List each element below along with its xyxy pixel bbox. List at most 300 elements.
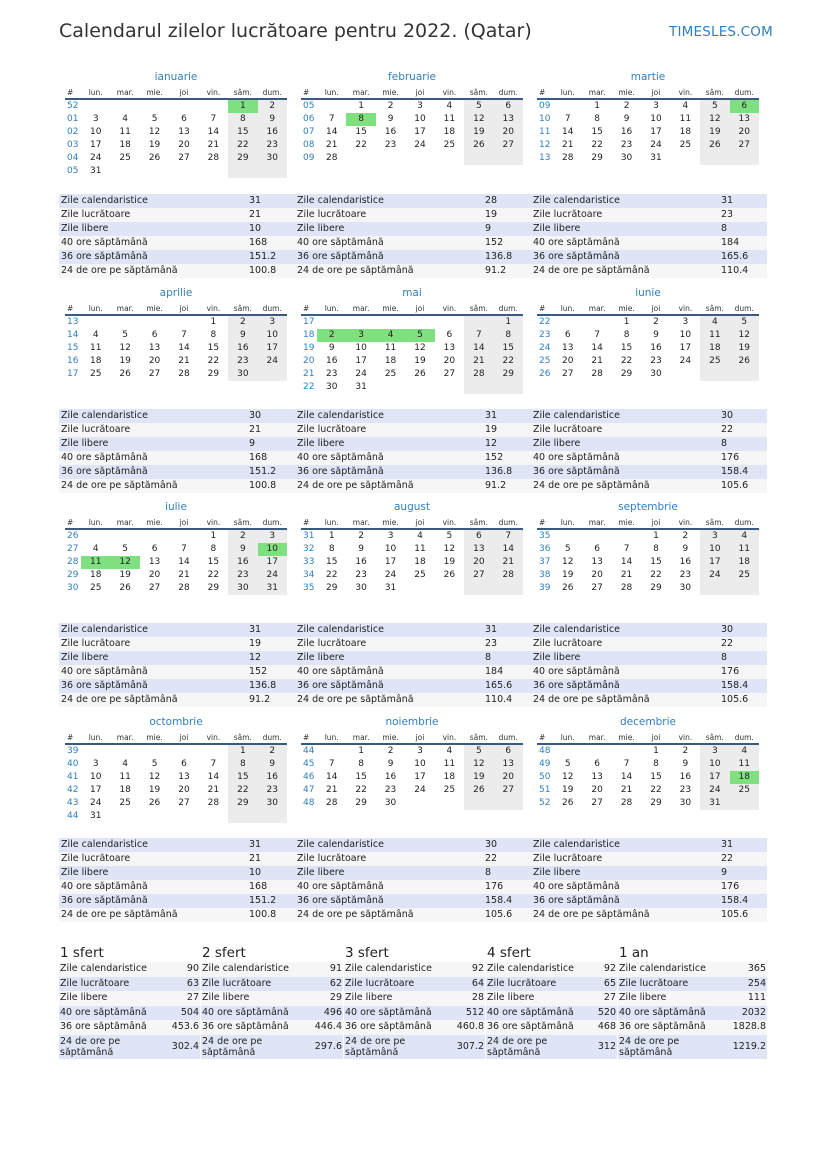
- stats-row: [295, 250, 531, 264]
- summary-value: 92: [471, 963, 484, 974]
- day-cell: [494, 797, 523, 810]
- day-cell: 25: [384, 369, 397, 379]
- stats-row: [295, 679, 531, 693]
- stats-row: [531, 679, 767, 693]
- stat-value: 8: [485, 867, 492, 878]
- week-row: [65, 810, 287, 823]
- day-cell: 3: [92, 759, 99, 769]
- stat-value: 10: [249, 223, 262, 234]
- day-cell: 4: [446, 101, 453, 111]
- day-cell: 11: [384, 343, 397, 353]
- month-name: ianuarie: [154, 71, 198, 83]
- stats-row: [59, 679, 295, 693]
- day-cell: 1: [228, 745, 257, 758]
- weekday-label: sâm.: [233, 733, 252, 742]
- week-number: 06: [303, 114, 315, 124]
- day-cell: 9: [387, 114, 394, 124]
- weekday-header: [301, 732, 523, 745]
- day-cell: 5: [405, 329, 434, 342]
- day-cell: 1: [358, 746, 364, 756]
- stat-label: 24 de ore pe săptămână: [61, 909, 178, 920]
- day-cell: [140, 165, 169, 178]
- day-cell: [582, 316, 611, 329]
- day-cell: 24: [258, 569, 287, 582]
- stat-value: 19: [485, 424, 498, 435]
- stat-value: 136.8: [249, 680, 277, 691]
- week-row: [537, 745, 759, 758]
- day-cell: 12: [414, 343, 426, 353]
- day-cell: 15: [650, 557, 662, 567]
- stats-row: [295, 222, 531, 236]
- stat-value: 91.2: [249, 694, 271, 705]
- day-cell: 30: [258, 797, 287, 810]
- day-cell: 26: [464, 784, 493, 797]
- day-cell: 22: [228, 139, 257, 152]
- stats-row: [531, 880, 767, 894]
- stat-label: Zile calendaristice: [61, 839, 148, 850]
- day-cell: 14: [207, 772, 220, 782]
- stat-value: 31: [249, 839, 262, 850]
- day-cell: 16: [258, 126, 287, 139]
- day-cell: 23: [679, 785, 692, 795]
- day-cell: [553, 530, 582, 543]
- week-number: 43: [67, 798, 79, 808]
- day-cell: 26: [119, 369, 131, 379]
- day-cell: [228, 810, 257, 823]
- day-cell: 3: [682, 317, 689, 327]
- weekday-label: joi: [415, 304, 425, 313]
- month-name: august: [394, 501, 430, 513]
- summary-value: 1219.2: [732, 1040, 766, 1052]
- week-row: [301, 556, 523, 569]
- week-row: [65, 784, 287, 797]
- day-cell: 7: [464, 329, 493, 342]
- summary-row: [486, 1020, 617, 1035]
- day-cell: 22: [325, 570, 338, 580]
- day-cell: 26: [119, 583, 131, 593]
- brand-link[interactable]: TIMESLES.COM: [669, 24, 773, 40]
- day-cell: 2: [358, 531, 364, 541]
- day-cell: 17: [89, 785, 102, 795]
- stat-label: Zile lucrătoare: [297, 209, 367, 220]
- weekday-label: #: [303, 88, 310, 97]
- stat-label: Zile libere: [61, 223, 109, 234]
- day-cell: 3: [417, 101, 423, 111]
- week-row: [301, 100, 523, 113]
- day-cell: 23: [355, 570, 367, 580]
- stat-label: Zile calendaristice: [533, 839, 620, 850]
- day-cell: 31: [700, 797, 729, 810]
- day-cell: 4: [730, 530, 759, 543]
- day-cell: 20: [148, 570, 161, 580]
- day-cell: [169, 810, 198, 823]
- stats-row: [59, 623, 295, 637]
- summary-value: 520: [597, 1006, 616, 1018]
- summary-title: 3 sfert: [345, 945, 389, 961]
- day-cell: 6: [730, 100, 759, 113]
- stat-label: Zile libere: [297, 223, 345, 234]
- weekday-label: mie.: [146, 304, 163, 313]
- day-cell: 12: [730, 329, 759, 342]
- day-cell: [110, 745, 139, 758]
- stat-value: 152: [485, 452, 504, 463]
- week-number: 46: [303, 772, 315, 782]
- day-cell: [671, 368, 700, 381]
- weekday-label: lun.: [88, 518, 103, 527]
- day-cell: 24: [414, 785, 426, 795]
- summary-value: 302.4: [171, 1040, 199, 1052]
- weekday-label: dum.: [734, 518, 754, 527]
- summary-row: [201, 991, 343, 1006]
- day-cell: 6: [464, 530, 493, 543]
- day-cell: 3: [417, 746, 423, 756]
- day-cell: 28: [325, 153, 338, 163]
- day-cell: 10: [700, 758, 729, 771]
- stat-label: 24 de ore pe săptămână: [297, 909, 414, 920]
- week-row: [65, 569, 287, 582]
- stat-label: 36 ore săptămână: [61, 895, 148, 906]
- stat-label: 24 de ore pe săptămână: [533, 694, 650, 705]
- day-cell: 13: [148, 557, 161, 567]
- week-number: 15: [67, 343, 79, 353]
- weekday-label: dum.: [262, 304, 282, 313]
- summary-row: [618, 1006, 767, 1021]
- day-cell: 2: [682, 746, 689, 756]
- day-cell: [81, 745, 110, 758]
- stats-row: [59, 880, 295, 894]
- day-cell: 28: [620, 583, 633, 593]
- day-cell: 12: [148, 127, 161, 137]
- stats-row: [295, 208, 531, 222]
- day-cell: 7: [328, 759, 335, 769]
- stat-value: 110.4: [485, 694, 513, 705]
- day-cell: [169, 530, 198, 543]
- day-cell: 16: [679, 557, 692, 567]
- day-cell: 8: [346, 113, 375, 126]
- stat-value: 12: [485, 438, 498, 449]
- stat-label: 36 ore săptămână: [297, 895, 384, 906]
- day-cell: 7: [181, 330, 187, 340]
- stats-row: [531, 236, 767, 250]
- stats-row: [531, 838, 767, 852]
- day-cell: 24: [355, 369, 367, 379]
- month-name: iulie: [165, 501, 187, 513]
- week-number: 51: [539, 785, 551, 795]
- stats-row: [59, 479, 295, 493]
- weekday-label: mar.: [588, 733, 606, 742]
- stat-value: 10: [249, 867, 262, 878]
- day-cell: 21: [494, 556, 523, 569]
- summary-label: Zile lucrătoare: [202, 977, 272, 989]
- weekday-label: vin.: [206, 88, 221, 97]
- day-cell: [110, 316, 139, 329]
- stat-value: 91.2: [485, 480, 507, 491]
- day-cell: [730, 368, 759, 381]
- week-row: [65, 342, 287, 355]
- summary-1-sfert: [59, 944, 200, 1059]
- day-cell: [199, 165, 228, 178]
- weekday-label: dum.: [498, 304, 518, 313]
- day-cell: 5: [464, 100, 493, 113]
- day-cell: 29: [355, 798, 367, 808]
- day-cell: 21: [620, 570, 633, 580]
- stat-value: 22: [485, 853, 498, 864]
- stats-row: [531, 250, 767, 264]
- summary-row: [618, 991, 767, 1006]
- stat-value: 158.4: [721, 895, 749, 906]
- week-row: [537, 758, 759, 771]
- day-cell: 14: [591, 343, 603, 353]
- stat-label: Zile calendaristice: [61, 195, 148, 206]
- stats-row: [531, 852, 767, 866]
- stat-label: Zile libere: [61, 438, 109, 449]
- week-number: 16: [67, 356, 79, 366]
- day-cell: 25: [730, 569, 759, 582]
- weekday-label: mar.: [588, 518, 606, 527]
- stat-value: 168: [249, 881, 268, 892]
- day-cell: 13: [494, 113, 523, 126]
- day-cell: 13: [730, 113, 759, 126]
- day-cell: 20: [591, 785, 603, 795]
- day-cell: 5: [564, 544, 571, 554]
- day-cell: [405, 316, 434, 329]
- stat-value: 105.6: [485, 909, 513, 920]
- month-stats-iulie: [59, 623, 295, 707]
- stat-label: 40 ore săptămână: [533, 666, 620, 677]
- day-cell: [199, 810, 228, 823]
- day-cell: 12: [561, 772, 574, 782]
- day-cell: 25: [119, 798, 131, 808]
- weekday-label: joi: [651, 733, 661, 742]
- stats-row: [59, 451, 295, 465]
- week-row: [65, 368, 287, 381]
- stat-label: 24 de ore pe săptămână: [533, 265, 650, 276]
- week-row: [537, 784, 759, 797]
- week-row: [301, 329, 523, 342]
- day-cell: 19: [700, 126, 729, 139]
- summary-value: 307.2: [456, 1040, 484, 1052]
- week-number: 45: [303, 759, 315, 769]
- day-cell: 30: [228, 368, 257, 381]
- day-cell: 3: [700, 530, 729, 543]
- weekday-label: mie.: [146, 733, 163, 742]
- week-row: [537, 569, 759, 582]
- day-cell: 26: [414, 369, 426, 379]
- week-number: 35: [539, 531, 551, 541]
- day-cell: [494, 152, 523, 165]
- summary-label: 24 de ore pe săptămână: [60, 1035, 121, 1058]
- day-cell: 13: [443, 343, 456, 353]
- stat-value: 8: [721, 438, 728, 449]
- weekday-label: lun.: [88, 733, 103, 742]
- day-cell: 12: [119, 343, 131, 353]
- day-cell: 27: [148, 583, 161, 593]
- day-cell: 23: [258, 139, 287, 152]
- week-number: 20: [303, 356, 315, 366]
- stat-label: 40 ore săptămână: [61, 666, 148, 677]
- day-cell: 4: [122, 114, 128, 124]
- stats-row: [531, 208, 767, 222]
- day-cell: [169, 316, 198, 329]
- summary-row: [344, 962, 485, 977]
- weekday-label: mie.: [618, 518, 635, 527]
- stats-row: [531, 908, 767, 922]
- week-number: 34: [303, 570, 315, 580]
- weekday-label: mie.: [618, 733, 635, 742]
- day-cell: 13: [561, 343, 574, 353]
- day-cell: 27: [443, 369, 456, 379]
- summary-value: 365: [747, 963, 766, 974]
- weekday-label: lun.: [324, 304, 339, 313]
- month-name: mai: [402, 287, 422, 299]
- stats-row: [295, 838, 531, 852]
- stat-label: Zile libere: [533, 652, 581, 663]
- day-cell: 27: [494, 139, 523, 152]
- summary-rows: [618, 962, 767, 1059]
- weekday-label: mie.: [382, 518, 399, 527]
- day-cell: 2: [682, 531, 689, 541]
- day-cell: 23: [384, 785, 397, 795]
- weekday-label: vin.: [678, 733, 693, 742]
- weekday-label: lun.: [88, 88, 103, 97]
- day-cell: [346, 152, 375, 165]
- day-cell: 19: [730, 342, 759, 355]
- day-cell: 3: [700, 745, 729, 758]
- week-number: 09: [303, 153, 315, 163]
- summary-rows: [486, 962, 617, 1059]
- stats-row: [531, 693, 767, 707]
- month-februarie: [301, 70, 523, 165]
- day-cell: 16: [355, 557, 367, 567]
- stat-label: 40 ore săptămână: [297, 237, 384, 248]
- weekday-label: sâm.: [705, 88, 724, 97]
- day-cell: 10: [679, 330, 692, 340]
- weekday-header: [301, 87, 523, 100]
- summary-value: 65: [603, 977, 616, 989]
- stat-value: 19: [249, 638, 262, 649]
- day-cell: 18: [384, 356, 397, 366]
- weekday-label: vin.: [442, 733, 457, 742]
- stat-value: 8: [485, 652, 492, 663]
- day-cell: [553, 100, 582, 113]
- day-cell: [494, 582, 523, 595]
- summary-label: Zile lucrătoare: [60, 977, 130, 989]
- week-number: 13: [67, 317, 79, 327]
- day-cell: 6: [564, 330, 571, 340]
- day-cell: 11: [443, 114, 456, 124]
- summary-label: 36 ore săptămână: [202, 1021, 289, 1032]
- day-cell: 27: [494, 784, 523, 797]
- day-cell: 7: [210, 114, 217, 124]
- day-cell: 9: [387, 759, 394, 769]
- day-cell: [258, 368, 287, 381]
- stat-label: Zile calendaristice: [61, 410, 148, 421]
- day-cell: 13: [494, 758, 523, 771]
- stats-row: [59, 208, 295, 222]
- stats-row: [59, 222, 295, 236]
- weekday-label: vin.: [206, 518, 221, 527]
- week-number: 18: [303, 330, 315, 340]
- stat-value: 136.8: [485, 251, 513, 262]
- week-number: 09: [539, 101, 551, 111]
- stats-row: [531, 409, 767, 423]
- month-stats-ianuarie: [59, 194, 295, 278]
- day-cell: 15: [207, 343, 220, 353]
- summary-row: [486, 1035, 617, 1059]
- day-cell: 15: [228, 771, 257, 784]
- month-name: martie: [630, 71, 666, 83]
- day-cell: 8: [210, 330, 217, 340]
- day-cell: [612, 530, 641, 543]
- week-row: [537, 113, 759, 126]
- stat-value: 184: [485, 666, 504, 677]
- summary-row: [486, 977, 617, 992]
- day-cell: 12: [110, 556, 139, 569]
- day-cell: 1: [210, 531, 217, 541]
- day-cell: 15: [650, 772, 662, 782]
- day-cell: 12: [443, 544, 456, 554]
- day-cell: 9: [682, 544, 689, 554]
- summary-value: 28: [471, 992, 484, 1003]
- day-cell: 25: [679, 140, 692, 150]
- week-number: 39: [539, 583, 551, 593]
- stats-row: [59, 665, 295, 679]
- stat-label: Zile lucrătoare: [61, 638, 131, 649]
- day-cell: 28: [325, 798, 338, 808]
- summary-value: 27: [186, 992, 199, 1003]
- week-row: [301, 368, 523, 381]
- weekday-label: #: [303, 518, 310, 527]
- day-cell: 17: [258, 342, 287, 355]
- weekday-header: [537, 517, 759, 530]
- day-cell: 17: [700, 556, 729, 569]
- week-row: [301, 784, 523, 797]
- day-cell: [435, 152, 464, 165]
- weekday-label: sâm.: [233, 304, 252, 313]
- month-aprilie: [65, 286, 287, 381]
- month-stats-februarie: [295, 194, 531, 278]
- day-cell: 31: [355, 382, 367, 392]
- day-cell: 1: [653, 746, 659, 756]
- week-row: [301, 569, 523, 582]
- stat-value: 8: [721, 223, 728, 234]
- day-cell: 9: [358, 544, 364, 554]
- day-cell: [464, 152, 493, 165]
- week-row: [301, 139, 523, 152]
- week-row: [537, 355, 759, 368]
- week-number: 04: [67, 153, 79, 163]
- week-row: [537, 530, 759, 543]
- stat-label: Zile lucrătoare: [533, 853, 603, 864]
- week-number: 24: [539, 343, 551, 353]
- day-cell: 5: [564, 759, 571, 769]
- weekday-label: sâm.: [233, 88, 252, 97]
- weekday-label: mar.: [116, 304, 134, 313]
- day-cell: 10: [384, 544, 397, 554]
- day-cell: 1: [358, 101, 364, 111]
- stat-label: Zile lucrătoare: [297, 424, 367, 435]
- day-cell: 29: [650, 798, 662, 808]
- stat-value: 21: [249, 424, 262, 435]
- day-cell: 17: [258, 556, 287, 569]
- day-cell: 29: [228, 152, 257, 165]
- week-row: [65, 100, 287, 113]
- day-cell: 18: [679, 127, 692, 137]
- weekday-label: #: [303, 304, 310, 313]
- day-cell: 8: [594, 114, 600, 124]
- day-cell: 26: [561, 798, 574, 808]
- day-cell: [317, 745, 346, 758]
